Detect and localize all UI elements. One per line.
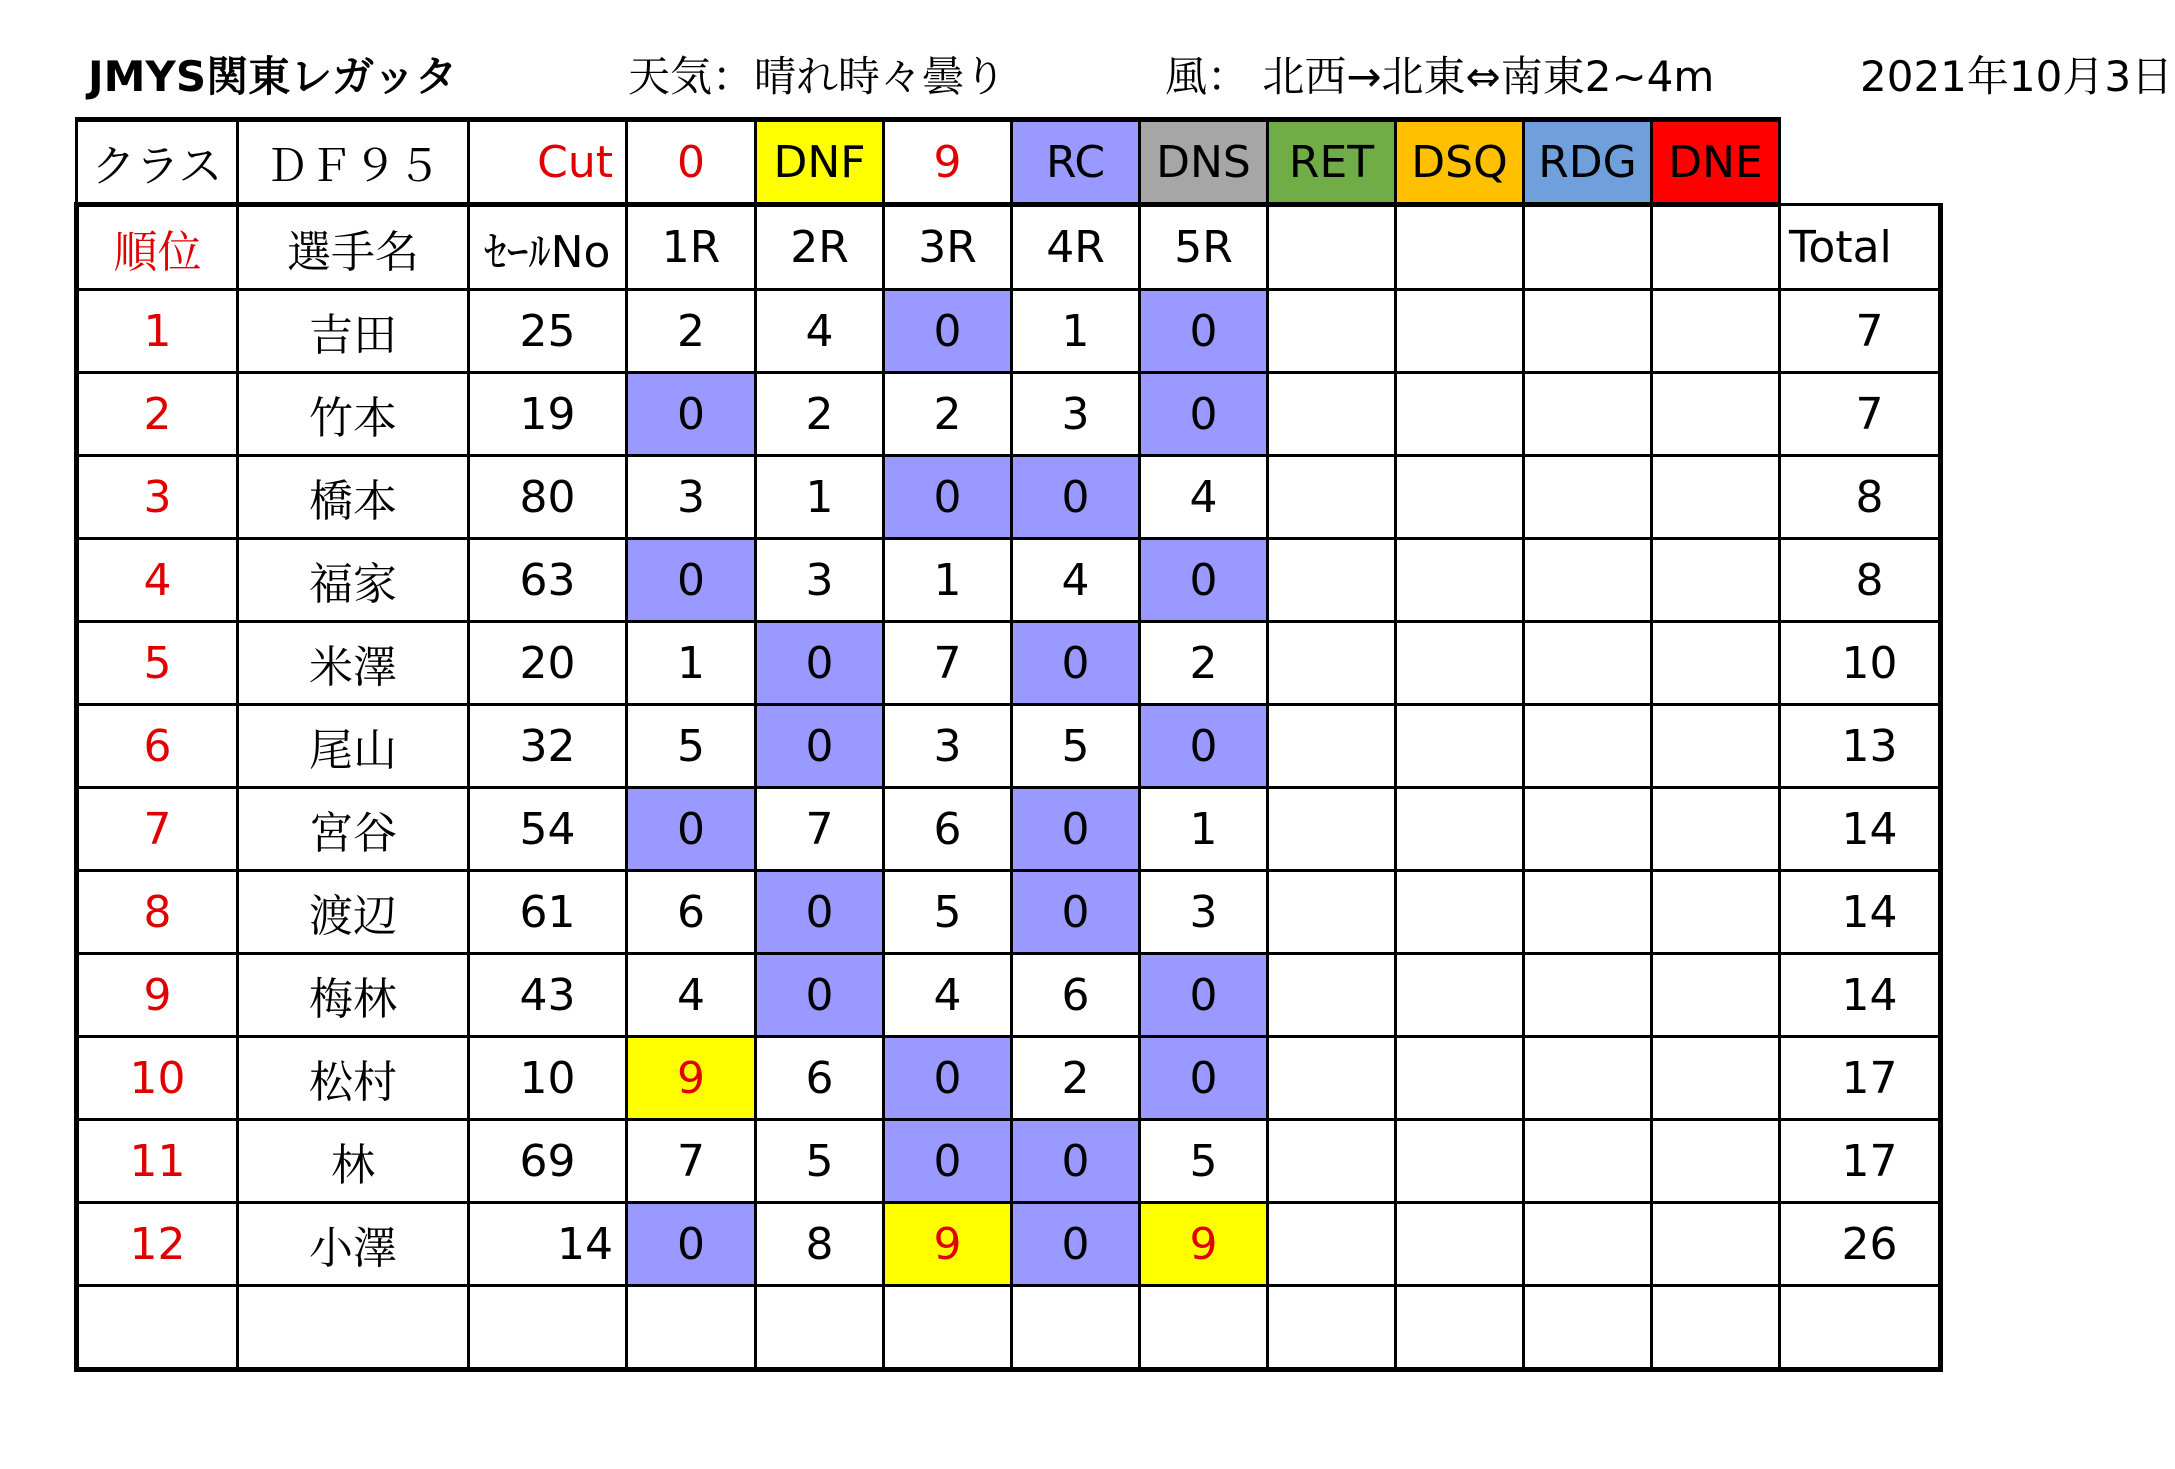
col-rank: 順位 [77, 205, 238, 290]
empty-cell [1524, 788, 1652, 871]
race-1r-cell: 1 [627, 622, 756, 705]
col-name: 選手名 [238, 205, 469, 290]
empty-cell [1396, 1286, 1524, 1370]
code-rc: RC [1012, 120, 1140, 205]
table-row [77, 1120, 1941, 1203]
empty-cell [1524, 1286, 1652, 1370]
name-cell: 宮谷 [238, 788, 469, 871]
race-5r-cell: 2 [1140, 622, 1268, 705]
race-3r-cell: 0 [884, 1120, 1012, 1203]
race-4r-cell: 1 [1012, 290, 1140, 373]
total-cell: 14 [1780, 788, 1941, 871]
empty-cell [884, 1286, 1012, 1370]
race-3r-cell: 1 [884, 539, 1012, 622]
empty-cell [1268, 1203, 1396, 1286]
race-1r-cell: 4 [627, 954, 756, 1037]
rank-cell: 7 [77, 788, 238, 871]
table-row [77, 290, 1941, 373]
race-5r-cell: 0 [1140, 954, 1268, 1037]
empty-cell [1524, 456, 1652, 539]
empty-cell [77, 1286, 238, 1370]
race-1r-cell: 0 [627, 788, 756, 871]
empty-cell [1652, 1286, 1780, 1370]
race-1r-cell: 0 [627, 373, 756, 456]
race-3r-cell: 6 [884, 788, 1012, 871]
race-3r-cell: 0 [884, 290, 1012, 373]
race-4r-cell: 0 [1012, 1203, 1140, 1286]
empty-cell [1652, 871, 1780, 954]
sail-cell: 14 [469, 1203, 627, 1286]
cut-value: 0 [627, 120, 756, 205]
empty-cell [1524, 954, 1652, 1037]
race-5r-cell: 4 [1140, 456, 1268, 539]
empty-cell [1396, 456, 1524, 539]
table-row [77, 456, 1941, 539]
empty-cell [1524, 290, 1652, 373]
empty-cell [1268, 1037, 1396, 1120]
rank-cell: 3 [77, 456, 238, 539]
table-row [77, 788, 1941, 871]
total-cell: 14 [1780, 954, 1941, 1037]
col-3r: 3R [884, 205, 1012, 290]
empty-cell [1780, 1286, 1941, 1370]
total-cell: 17 [1780, 1037, 1941, 1120]
sail-cell: 20 [469, 622, 627, 705]
empty-cell [1396, 373, 1524, 456]
empty-cell [1524, 539, 1652, 622]
sail-cell: 32 [469, 705, 627, 788]
race-3r-cell: 0 [884, 1037, 1012, 1120]
empty-cell [1268, 290, 1396, 373]
class-label: クラス [77, 120, 238, 205]
dnf-value: 9 [884, 120, 1012, 205]
race-4r-cell: 0 [1012, 788, 1140, 871]
race-1r-cell: 6 [627, 871, 756, 954]
name-cell: 梅林 [238, 954, 469, 1037]
empty-cell [1652, 1037, 1780, 1120]
race-5r-cell: 0 [1140, 705, 1268, 788]
weather-info: 天気：晴れ時々曇り [628, 52, 1007, 101]
race-1r-cell: 0 [627, 539, 756, 622]
table-row [77, 539, 1941, 622]
code-dsq: DSQ [1396, 120, 1524, 205]
col-sail: ｾｰﾙNo [469, 205, 627, 290]
total-cell: 7 [1780, 290, 1941, 373]
name-cell: 竹本 [238, 373, 469, 456]
total-cell: 10 [1780, 622, 1941, 705]
empty-cell [1396, 539, 1524, 622]
race-5r-cell: 5 [1140, 1120, 1268, 1203]
race-5r-cell: 9 [1140, 1203, 1268, 1286]
empty-cell [1396, 1120, 1524, 1203]
empty-cell [627, 1286, 756, 1370]
race-2r-cell: 0 [756, 705, 884, 788]
empty-cell [1652, 622, 1780, 705]
total-cell: 17 [1780, 1120, 1941, 1203]
total-cell: 14 [1780, 871, 1941, 954]
race-5r-cell: 0 [1140, 1037, 1268, 1120]
race-4r-cell: 4 [1012, 539, 1140, 622]
name-cell: 米澤 [238, 622, 469, 705]
empty-cell [1652, 456, 1780, 539]
race-4r-cell: 0 [1012, 456, 1140, 539]
race-5r-cell: 1 [1140, 788, 1268, 871]
sail-cell: 63 [469, 539, 627, 622]
total-cell: 7 [1780, 373, 1941, 456]
table-row [77, 1203, 1941, 1286]
empty-cell [469, 1286, 627, 1370]
sail-cell: 25 [469, 290, 627, 373]
code-dne: DNE [1652, 120, 1780, 205]
empty-cell [1140, 1286, 1268, 1370]
empty-cell [1268, 373, 1396, 456]
empty-cell [1524, 871, 1652, 954]
race-3r-cell: 2 [884, 373, 1012, 456]
empty-cell [1396, 290, 1524, 373]
race-4r-cell: 6 [1012, 954, 1140, 1037]
table-row [77, 622, 1941, 705]
rank-cell: 8 [77, 871, 238, 954]
code-dnf: DNF [756, 120, 884, 205]
empty-cell [1268, 539, 1396, 622]
race-4r-cell: 2 [1012, 1037, 1140, 1120]
empty-cell [1652, 788, 1780, 871]
empty-cell [238, 1286, 469, 1370]
empty-cell [1652, 290, 1780, 373]
rank-cell: 11 [77, 1120, 238, 1203]
empty-cell [1524, 1203, 1652, 1286]
race-2r-cell: 1 [756, 456, 884, 539]
legend-spacer [1780, 120, 1941, 205]
col-empty [1396, 205, 1524, 290]
total-cell: 8 [1780, 456, 1941, 539]
race-1r-cell: 5 [627, 705, 756, 788]
race-1r-cell: 0 [627, 1203, 756, 1286]
race-3r-cell: 7 [884, 622, 1012, 705]
rank-cell: 2 [77, 373, 238, 456]
sail-cell: 19 [469, 373, 627, 456]
race-1r-cell: 3 [627, 456, 756, 539]
empty-cell [1524, 705, 1652, 788]
empty-cell [1268, 954, 1396, 1037]
col-2r: 2R [756, 205, 884, 290]
race-2r-cell: 0 [756, 954, 884, 1037]
race-4r-cell: 0 [1012, 622, 1140, 705]
rank-cell: 5 [77, 622, 238, 705]
rank-cell: 9 [77, 954, 238, 1037]
sail-cell: 80 [469, 456, 627, 539]
rank-cell: 1 [77, 290, 238, 373]
rank-cell: 12 [77, 1203, 238, 1286]
race-4r-cell: 5 [1012, 705, 1140, 788]
race-3r-cell: 0 [884, 456, 1012, 539]
rank-cell: 4 [77, 539, 238, 622]
race-4r-cell: 0 [1012, 871, 1140, 954]
sail-cell: 54 [469, 788, 627, 871]
empty-cell [1396, 954, 1524, 1037]
race-3r-cell: 9 [884, 1203, 1012, 1286]
table-row [77, 705, 1941, 788]
col-total: Total [1780, 205, 1941, 290]
empty-cell [756, 1286, 884, 1370]
table-row [77, 871, 1941, 954]
empty-cell [1524, 1120, 1652, 1203]
race-4r-cell: 0 [1012, 1120, 1140, 1203]
name-cell: 吉田 [238, 290, 469, 373]
legend-row [77, 120, 1941, 205]
race-5r-cell: 0 [1140, 539, 1268, 622]
empty-cell [1524, 373, 1652, 456]
empty-cell [1396, 622, 1524, 705]
total-cell: 8 [1780, 539, 1941, 622]
race-1r-cell: 7 [627, 1120, 756, 1203]
col-5r: 5R [1140, 205, 1268, 290]
empty-cell [1268, 1120, 1396, 1203]
sail-cell: 61 [469, 871, 627, 954]
col-empty [1268, 205, 1396, 290]
empty-cell [1396, 705, 1524, 788]
empty-cell [1268, 705, 1396, 788]
total-cell: 26 [1780, 1203, 1941, 1286]
empty-cell [1396, 1203, 1524, 1286]
race-4r-cell: 3 [1012, 373, 1140, 456]
empty-cell [1396, 1037, 1524, 1120]
race-2r-cell: 4 [756, 290, 884, 373]
table-row-empty [77, 1286, 1941, 1370]
race-1r-cell: 9 [627, 1037, 756, 1120]
empty-cell [1396, 788, 1524, 871]
empty-cell [1396, 871, 1524, 954]
race-5r-cell: 0 [1140, 290, 1268, 373]
race-2r-cell: 0 [756, 622, 884, 705]
empty-cell [1652, 1120, 1780, 1203]
race-2r-cell: 7 [756, 788, 884, 871]
race-2r-cell: 0 [756, 871, 884, 954]
col-1r: 1R [627, 205, 756, 290]
empty-cell [1652, 373, 1780, 456]
empty-cell [1652, 539, 1780, 622]
col-4r: 4R [1012, 205, 1140, 290]
empty-cell [1524, 1037, 1652, 1120]
race-2r-cell: 2 [756, 373, 884, 456]
empty-cell [1268, 1286, 1396, 1370]
name-cell: 渡辺 [238, 871, 469, 954]
race-3r-cell: 3 [884, 705, 1012, 788]
rank-cell: 6 [77, 705, 238, 788]
name-cell: 尾山 [238, 705, 469, 788]
race-2r-cell: 8 [756, 1203, 884, 1286]
wind-info: 風： 北西→北東⇔南東2~4m [1165, 52, 1715, 101]
table-row [77, 954, 1941, 1037]
name-cell: 橋本 [238, 456, 469, 539]
name-cell: 林 [238, 1120, 469, 1203]
total-cell: 13 [1780, 705, 1941, 788]
sail-cell: 43 [469, 954, 627, 1037]
name-cell: 松村 [238, 1037, 469, 1120]
sail-cell: 10 [469, 1037, 627, 1120]
col-empty [1524, 205, 1652, 290]
empty-cell [1268, 456, 1396, 539]
code-dns: DNS [1140, 120, 1268, 205]
table-row [77, 373, 1941, 456]
empty-cell [1652, 705, 1780, 788]
race-1r-cell: 2 [627, 290, 756, 373]
race-5r-cell: 3 [1140, 871, 1268, 954]
race-2r-cell: 5 [756, 1120, 884, 1203]
table-row [77, 1037, 1941, 1120]
rank-cell: 10 [77, 1037, 238, 1120]
results-table [74, 117, 1943, 1372]
cut-label: Cut [469, 120, 627, 205]
race-3r-cell: 4 [884, 954, 1012, 1037]
empty-cell [1652, 954, 1780, 1037]
code-ret: RET [1268, 120, 1396, 205]
empty-cell [1012, 1286, 1140, 1370]
empty-cell [1268, 788, 1396, 871]
race-2r-cell: 3 [756, 539, 884, 622]
event-date: 2021年10月3日 [1860, 52, 2174, 101]
empty-cell [1268, 622, 1396, 705]
code-rdg: RDG [1524, 120, 1652, 205]
regatta-title: JMYS関東レガッタ [88, 52, 458, 101]
empty-cell [1652, 1203, 1780, 1286]
empty-cell [1268, 871, 1396, 954]
race-2r-cell: 6 [756, 1037, 884, 1120]
sail-cell: 69 [469, 1120, 627, 1203]
race-5r-cell: 0 [1140, 373, 1268, 456]
name-cell: 小澤 [238, 1203, 469, 1286]
empty-cell [1524, 622, 1652, 705]
race-3r-cell: 5 [884, 871, 1012, 954]
name-cell: 福家 [238, 539, 469, 622]
class-value: ＤＦ９５ [238, 120, 469, 205]
col-empty [1652, 205, 1780, 290]
column-header-row [77, 205, 1941, 290]
